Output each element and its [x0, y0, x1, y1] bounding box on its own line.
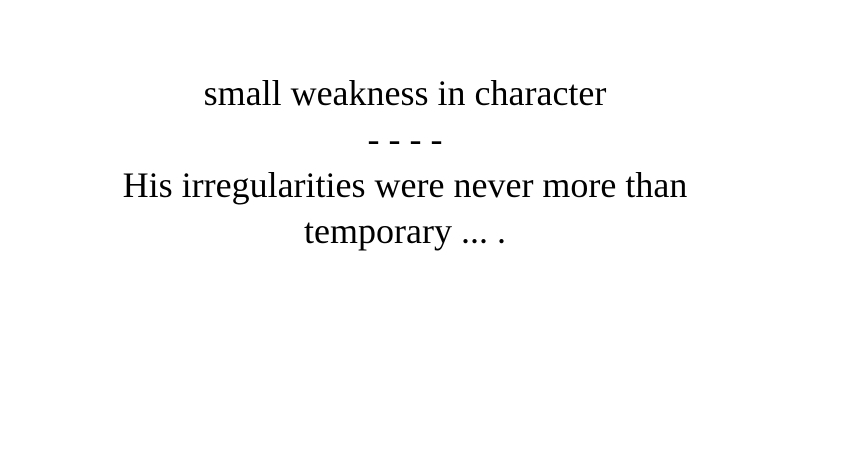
term-text: small weakness in character: [203, 73, 607, 113]
flashcard: [0, 70, 810, 254]
example-sentence: His irregularities were never more than temporary ... .: [122, 165, 688, 251]
separator: - - - -: [367, 119, 443, 159]
